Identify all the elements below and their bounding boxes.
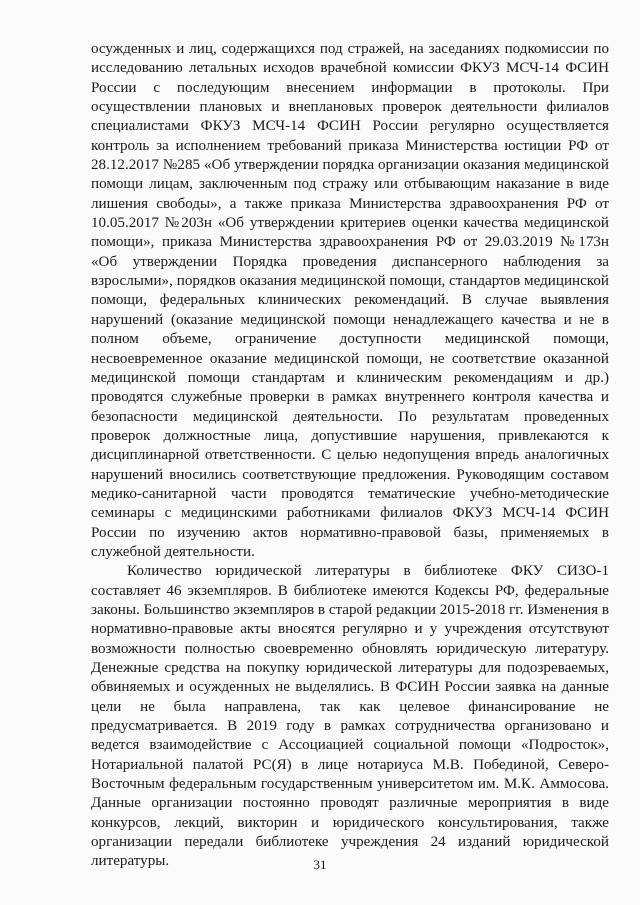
body-text (91, 40, 609, 872)
paragraph-1: осужденных и лиц, содержащихся под стражей, на заседаниях подкомиссии по исследованию летальных исходов врачебной комиссии ФКУЗ МСЧ-14 ФСИН России с последующим внесением информации в протоколы. При осуществлении плановых и внеплановых проверок деятельности филиалов специалистами ФКУЗ МСЧ-14 ФСИН России регулярно осуществляется контроль за исполнением требований приказа Министерства юстиции РФ от 28.12.2017 №285 «Об утверждении порядка организации оказания медицинской помощи лицам, заключенным под стражу или отбывающим наказание в виде лишения свободы», а также приказа Министерства здравоохранения РФ от 10.05.2017 №203н «Об утверждении критериев оценки качества медицинской помощи», приказа Министерства здравоохранения РФ от 29.03.2019 №173н «Об утверждении Порядка проведения диспансерного наблюдения за взрослыми», порядков оказания медицинской помощи, стандартов медицинской помощи, федеральных клинических рекомендаций. В случае выявления нарушений (оказание медицинской помощи ненадлежащего качества и не в полном объеме, ограничение доступности медицинской помощи, несвоевременное оказание медицинской помощи, не соответствие оказанной медицинской помощи стандартам и клиническим рекомендациям и др.) проводятся служебные проверки в рамках внутреннего контроля качества и безопасности медицинской деятельности. По результатам проведенных проверок должностные лица, допустившие нарушения, привлекаются к дисциплинарной ответственности. С целью недопущения впредь аналогичных нарушений вносились соответствующие предложения. Руководящим составом медико-санитарной части проводятся тематические учебно-методические семинары с медицинскими работниками филиалов ФКУЗ МСЧ-14 ФСИН России по изучению актов нормативно-правовой базы, применяемых в служебной деятельности. (91, 41, 609, 560)
paragraph-2: Количество юридической литературы в библиотеке ФКУ СИЗО-1 составляет 46 экземпляров. В библиотеке имеются Кодексы РФ, федеральные законы. Большинство экземпляров в старой редакции 2015-2018 гг. Изменения в нормативно-правовые акты вносятся регулярно и у учреждения отсутствуют возможности полностью своевременно обновлять юридическую литературу. Денежные средства на покупку юридической литературы для подозреваемых, обвиняемых и осужденных не выделялись. В ФСИН России заявка на данные цели не была направлена, так как целевое финансирование не предусматривается. В 2019 году в рамках сотрудничества организовано и ведется взаимодействие с Ассоциацией социальной помощи «Подросток», Нотариальной палатой РС(Я) в лице нотариуса М.В. Побединой, Северо-Восточным федеральным государственным университетом им. М.К. Аммосова. Данные организации постоянно проводят различные мероприятия в виде конкурсов, лекций, викторин и юридического консультирования, также организации передали библиотеке учреждения 24 изданий юридической литературы. (91, 563, 609, 870)
page-number: 31 (313, 857, 327, 872)
